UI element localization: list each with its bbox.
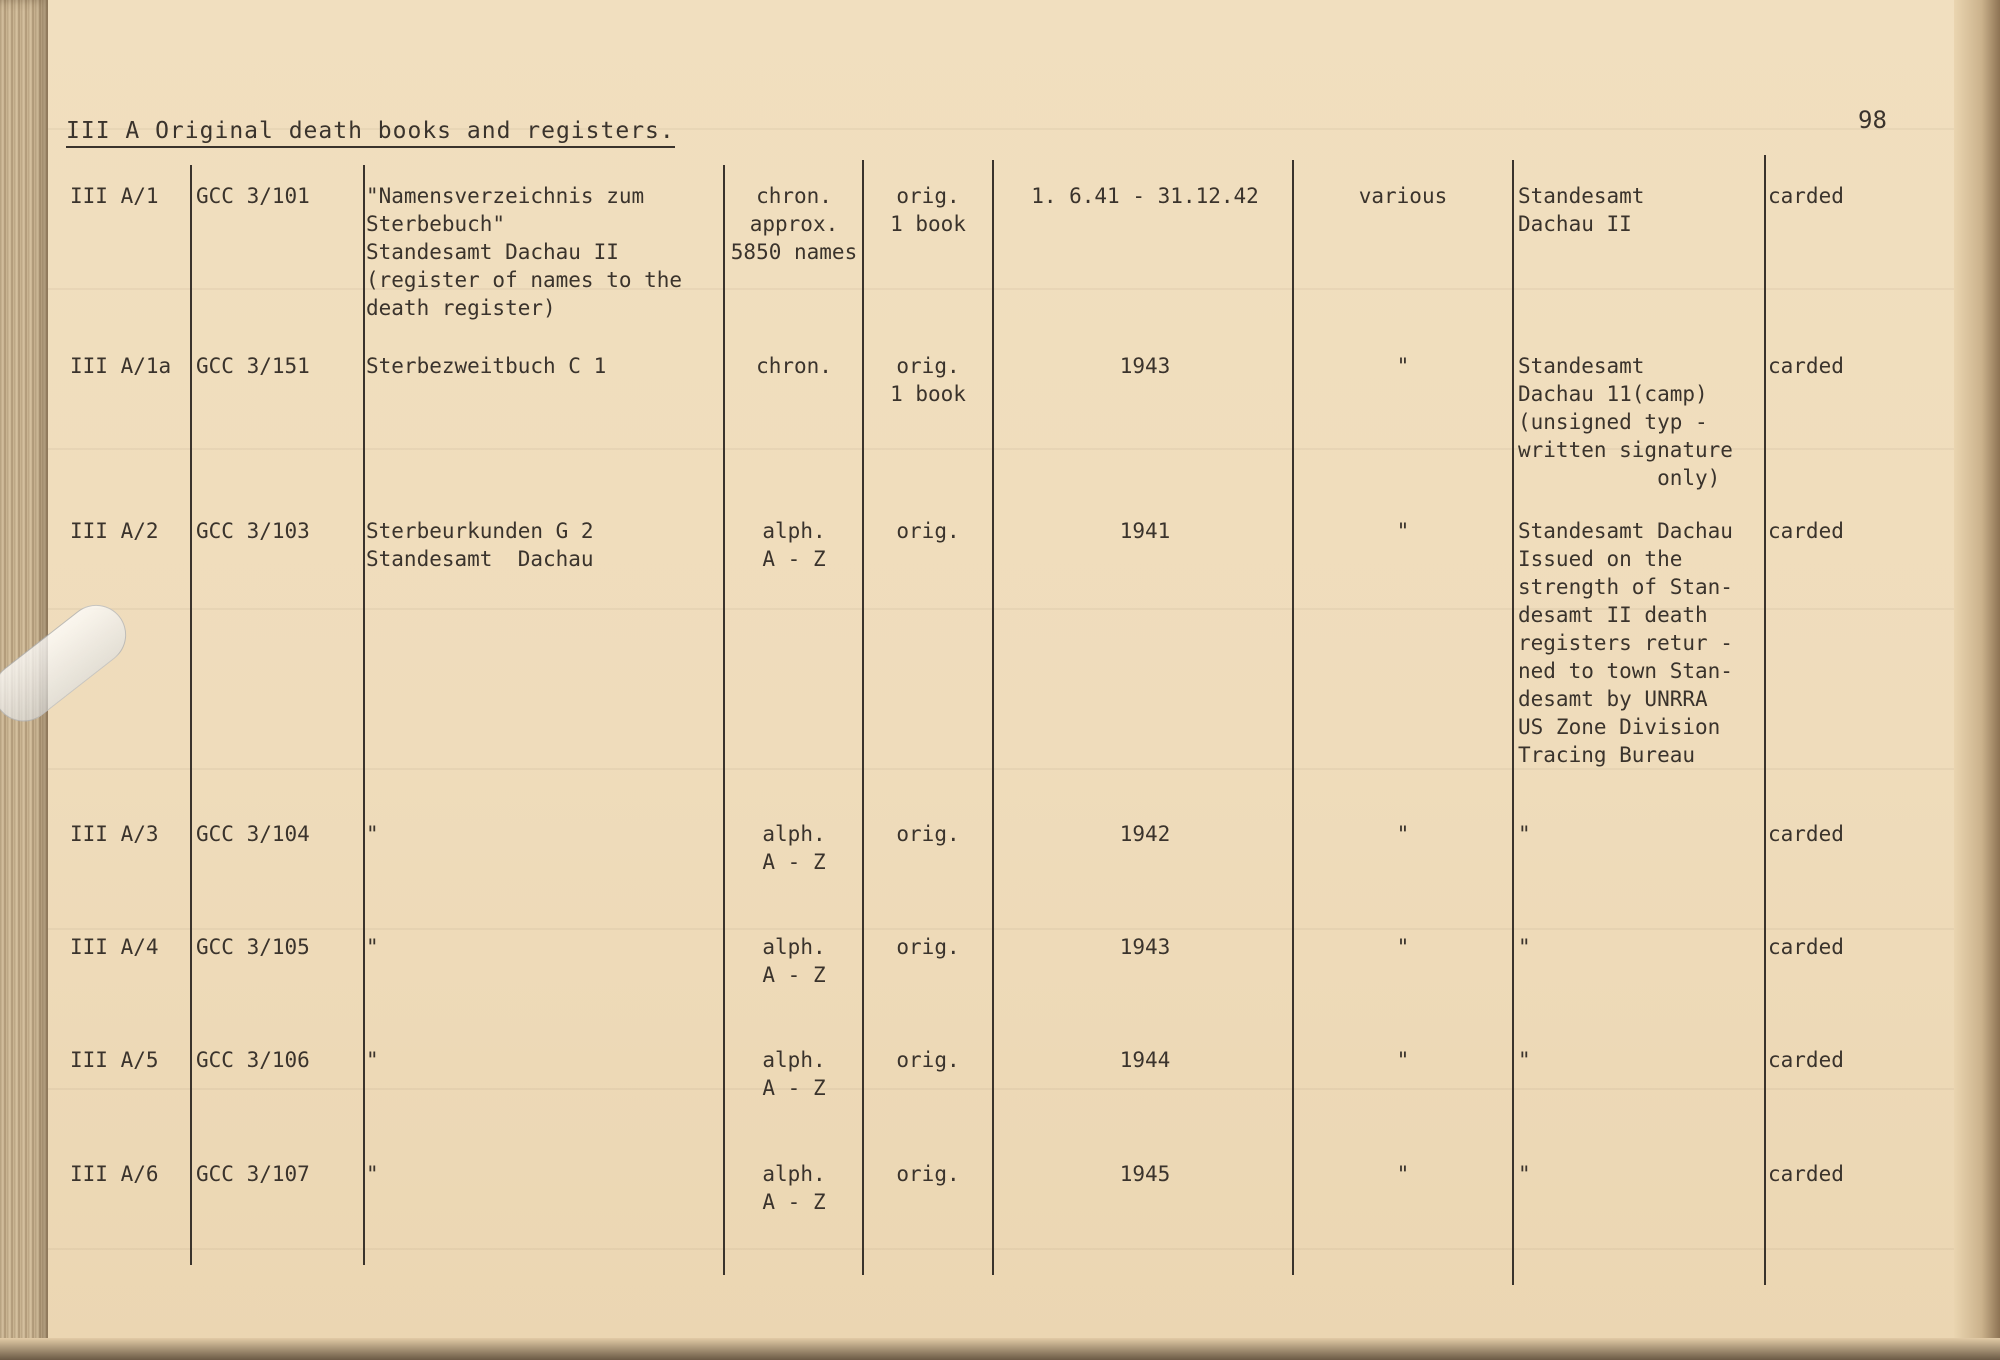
- source-office: Standesamt Dachau II: [1518, 184, 1645, 236]
- source-office: ": [1518, 935, 1531, 959]
- record-form: orig.: [896, 935, 960, 959]
- entry-reference: III A/1a: [70, 354, 172, 378]
- record-title: Sterbezweitbuch C 1: [366, 354, 607, 378]
- record-form: orig.: [896, 822, 960, 846]
- entry-reference: III A/2: [70, 519, 159, 543]
- gcc-number: GCC 3/151: [196, 354, 310, 378]
- gcc-number: GCC 3/105: [196, 935, 310, 959]
- entry-reference: III A/4: [70, 935, 159, 959]
- record-form: orig. 1 book: [890, 354, 966, 406]
- page-number: 98: [1858, 106, 1887, 134]
- date-range: 1. 6.41 - 31.12.42: [1031, 184, 1259, 208]
- source-office: ": [1518, 1162, 1531, 1186]
- date-range: 1945: [1119, 1162, 1171, 1186]
- language: ": [1396, 935, 1410, 959]
- date-range: 1941: [1119, 519, 1171, 543]
- record-title: ": [366, 935, 379, 959]
- column-rule: [992, 160, 994, 1275]
- arrangement: alph. A - Z: [762, 822, 826, 874]
- record-title: ": [366, 822, 379, 846]
- column-rule: [1764, 155, 1766, 1285]
- arrangement: alph. A - Z: [762, 1162, 826, 1214]
- record-form: orig.: [896, 1162, 960, 1186]
- carded-status: carded: [1768, 1048, 1844, 1072]
- date-range: 1943: [1119, 935, 1171, 959]
- entry-reference: III A/3: [70, 822, 159, 846]
- entry-reference: III A/5: [70, 1048, 159, 1072]
- date-range: 1944: [1119, 1048, 1171, 1072]
- section-title: III A Original death books and registers.: [66, 118, 675, 148]
- record-form: orig.: [896, 1048, 960, 1072]
- record-form: orig. 1 book: [890, 184, 966, 236]
- date-range: 1942: [1119, 822, 1171, 846]
- language: ": [1396, 822, 1410, 846]
- arrangement: alph. A - Z: [762, 935, 826, 987]
- carded-status: carded: [1768, 1162, 1844, 1186]
- carded-status: carded: [1768, 935, 1844, 959]
- language: ": [1396, 354, 1410, 378]
- source-office: ": [1518, 1048, 1531, 1072]
- column-rule: [1512, 160, 1514, 1285]
- column-rule: [723, 165, 725, 1275]
- entry-reference: III A/6: [70, 1162, 159, 1186]
- page-edge-bottom: [0, 1338, 2000, 1360]
- column-rule: [862, 160, 864, 1275]
- source-office: Standesamt Dachau 11(camp) (unsigned typ - written signature only): [1518, 354, 1733, 490]
- arrangement: chron. approx. 5850 names: [730, 184, 858, 264]
- gcc-number: GCC 3/107: [196, 1162, 310, 1186]
- record-title: ": [366, 1162, 379, 1186]
- source-office: ": [1518, 822, 1531, 846]
- carded-status: carded: [1768, 519, 1844, 543]
- entry-reference: III A/1: [70, 184, 159, 208]
- language: ": [1396, 1048, 1410, 1072]
- language: various: [1358, 184, 1448, 208]
- record-form: orig.: [896, 519, 960, 543]
- record-title: "Namensverzeichnis zum Sterbebuch" Standesamt Dachau II (register of names to the death register): [366, 184, 683, 320]
- carded-status: carded: [1768, 184, 1844, 208]
- column-rule: [363, 165, 365, 1265]
- record-title: ": [366, 1048, 379, 1072]
- language: ": [1396, 519, 1410, 543]
- column-rule: [190, 165, 192, 1265]
- arrangement: chron.: [756, 354, 832, 378]
- gcc-number: GCC 3/101: [196, 184, 310, 208]
- arrangement: alph. A - Z: [762, 519, 826, 571]
- arrangement: alph. A - Z: [762, 1048, 826, 1100]
- page-edge-right: [1954, 0, 2000, 1360]
- carded-status: carded: [1768, 822, 1844, 846]
- date-range: 1943: [1119, 354, 1171, 378]
- gcc-number: GCC 3/104: [196, 822, 310, 846]
- carded-status: carded: [1768, 354, 1844, 378]
- record-title: Sterbeurkunden G 2 Standesamt Dachau: [366, 519, 594, 571]
- source-office: Standesamt Dachau Issued on the strength of Stan- desamt II death registers retur - ned to town Stan- desamt by UNRRA US Zone Division Tracing Bureau: [1518, 519, 1733, 767]
- gcc-number: GCC 3/103: [196, 519, 310, 543]
- gcc-number: GCC 3/106: [196, 1048, 310, 1072]
- language: ": [1396, 1162, 1410, 1186]
- column-rule: [1292, 160, 1294, 1275]
